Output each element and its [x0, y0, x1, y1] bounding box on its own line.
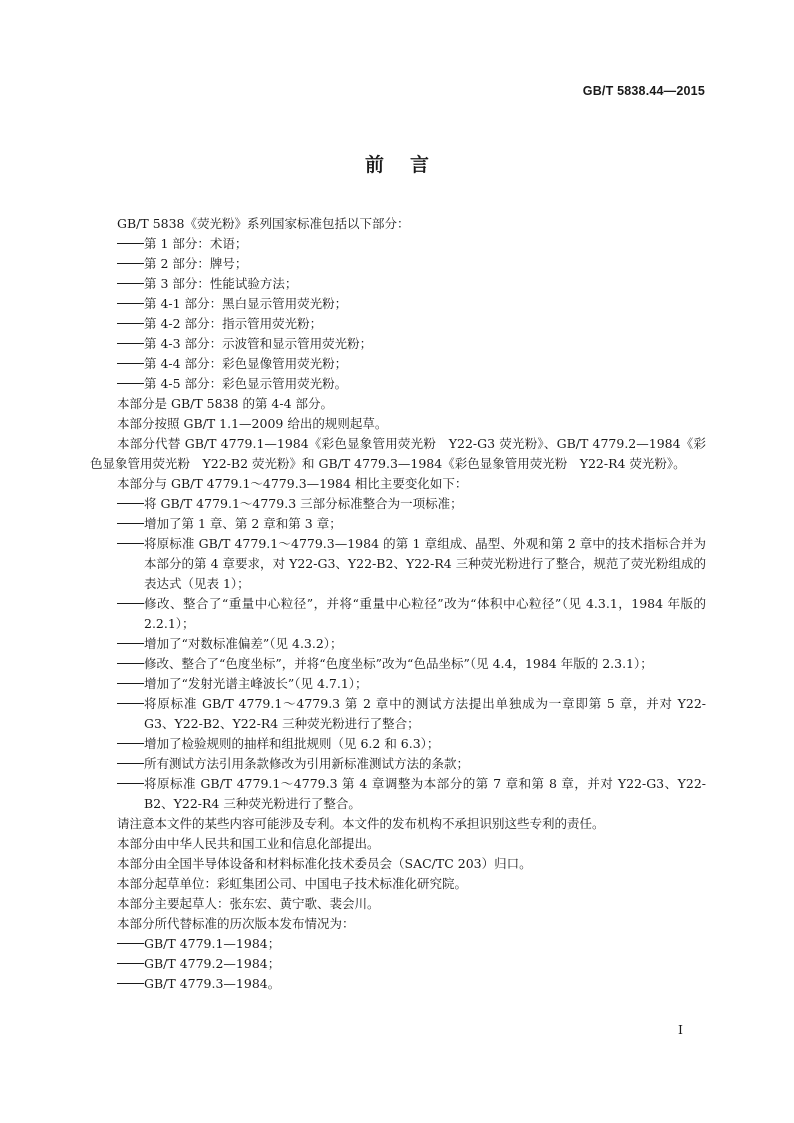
dash-bullet: [117, 983, 144, 984]
dash-bullet: [117, 363, 144, 364]
dash-bullet: [117, 523, 144, 524]
dash-bullet: [117, 763, 144, 764]
list-item-text: 将原标准 GB/T 4779.1～4779.3 第 2 章中的测试方法提出单独成为一章即第 5 章，并对 Y22-G3、Y22-B2、Y22-R4 三种荧光粉进行了整合；: [144, 696, 706, 731]
list-item-text: GB/T 4779.2—1984；: [144, 956, 281, 971]
list-item: [90, 294, 706, 314]
list-item-text: 将 GB/T 4779.1～4779.3 三部分标准整合为一项标准；: [144, 496, 463, 511]
list-item-text: 增加了“对数标准偏差”（见 4.3.2）；: [144, 636, 343, 651]
list-item: [90, 674, 706, 694]
dash-bullet: [117, 963, 144, 964]
list-item: [90, 274, 706, 294]
dash-bullet: [117, 343, 144, 344]
list-item-text: 第 4-3 部分：示波管和显示管用荧光粉；: [144, 336, 373, 351]
list-item-text: 第 4-4 部分：彩色显像管用荧光粉；: [144, 356, 348, 371]
list-item-text: 第 3 部分：性能试验方法；: [144, 276, 298, 291]
paragraph: GB/T 5838《荧光粉》系列国家标准包括以下部分：: [117, 216, 410, 231]
list-item-text: GB/T 4779.3—1984。: [144, 976, 281, 991]
paragraph: 本部分主要起草人：张东宏、黄宁歌、裴会川。: [117, 896, 380, 911]
list-item-text: 第 4-1 部分：黑白显示管用荧光粉；: [144, 296, 348, 311]
paragraph: 本部分起草单位：彩虹集团公司、中国电子技术标准化研究院。: [117, 876, 468, 891]
list-item: [90, 954, 706, 974]
dash-bullet: [117, 743, 144, 744]
paragraph: 本部分是 GB/T 5838 的第 4-4 部分。: [117, 396, 334, 411]
list-item: [90, 774, 706, 814]
list-item: [90, 934, 706, 954]
paragraph: 本部分按照 GB/T 1.1—2009 给出的规则起草。: [117, 416, 388, 431]
dash-bullet: [117, 283, 144, 284]
paragraph: 本部分所代替标准的历次版本发布情况为：: [117, 916, 355, 931]
dash-bullet: [117, 263, 144, 264]
dash-bullet: [117, 243, 144, 244]
list-item-text: 增加了第 1 章、第 2 章和第 3 章；: [144, 516, 342, 531]
list-item: [90, 694, 706, 734]
list-item: [90, 594, 706, 634]
list-item: [90, 734, 706, 754]
dash-bullet: [117, 683, 144, 684]
list-item-text: 第 4-2 部分：指示管用荧光粉；: [144, 316, 323, 331]
list-item: [90, 374, 706, 394]
paragraph: 本部分与 GB/T 4779.1～4779.3—1984 相比主要变化如下：: [117, 476, 468, 491]
page-number: I: [678, 1022, 683, 1037]
foreword-body: [90, 214, 706, 994]
list-item: [90, 534, 706, 594]
list-item: [90, 494, 706, 514]
dash-bullet: [117, 663, 144, 664]
list-item-text: 第 2 部分：牌号；: [144, 256, 248, 271]
paragraph: 本部分由中华人民共和国工业和信息化部提出。: [117, 836, 380, 851]
list-item-text: GB/T 4779.1—1984；: [144, 936, 281, 951]
paragraph: 本部分代替 GB/T 4779.1—1984《彩色显象管用荧光粉 Y22-G3 荧光粉》、GB/T 4779.2—1984《彩色显象管用荧光粉 Y22-B2 荧光粉》和 GB/T 4779.3—1984《彩色显象管用荧光粉 Y22-R4 荧光粉》。: [90, 436, 706, 471]
dash-bullet: [117, 503, 144, 504]
paragraph: 本部分由全国半导体设备和材料标准化技术委员会（SAC/TC 203）归口。: [117, 856, 532, 871]
dash-bullet: [117, 643, 144, 644]
list-item: [90, 334, 706, 354]
list-item: [90, 354, 706, 374]
list-item: [90, 754, 706, 774]
list-item: [90, 234, 706, 254]
list-item-text: 第 4-5 部分：彩色显示管用荧光粉。: [144, 376, 348, 391]
dash-bullet: [117, 323, 144, 324]
list-item-text: 增加了检验规则的抽样和组批规则（见 6.2 和 6.3）；: [144, 736, 440, 751]
list-item-text: 将原标准 GB/T 4779.1～4779.3—1984 的第 1 章组成、晶型、外观和第 2 章中的技术指标合并为本部分的第 4 章要求，对 Y22-G3、Y22-B2、Y22-R4 三种荧光粉进行了整合，规范了荧光粉组成的表达式（见表 1）；: [144, 536, 706, 591]
list-item: [90, 254, 706, 274]
dash-bullet: [117, 943, 144, 944]
standard-code: GB/T 5838.44—2015: [582, 84, 705, 98]
list-item-text: 将原标准 GB/T 4779.1～4779.3 第 4 章调整为本部分的第 7 章和第 8 章，并对 Y22-G3、Y22-B2、Y22-R4 三种荧光粉进行了整合。: [144, 776, 706, 811]
dash-bullet: [117, 603, 144, 604]
list-item: [90, 634, 706, 654]
list-item: [90, 314, 706, 334]
list-item: [90, 974, 706, 994]
list-item-text: 修改、整合了“色度坐标”，并将“色度坐标”改为“色品坐标”（见 4.4，1984 年版的 2.3.1）；: [144, 656, 653, 671]
page-title: 前言: [364, 154, 455, 176]
paragraph: 请注意本文件的某些内容可能涉及专利。本文件的发布机构不承担识别这些专利的责任。: [117, 816, 605, 831]
dash-bullet: [117, 703, 144, 704]
dash-bullet: [117, 303, 144, 304]
list-item: [90, 654, 706, 674]
dash-bullet: [117, 383, 144, 384]
list-item-text: 所有测试方法引用条款修改为引用新标准测试方法的条款；: [144, 756, 470, 771]
list-item-text: 增加了“发射光谱主峰波长”（见 4.7.1）；: [144, 676, 368, 691]
list-item-text: 修改、整合了“重量中心粒径”，并将“重量中心粒径”改为“体积中心粒径”（见 4.3.1，1984 年版的 2.2.1）；: [144, 596, 706, 631]
list-item-text: 第 1 部分：术语；: [144, 236, 248, 251]
dash-bullet: [117, 783, 144, 784]
list-item: [90, 514, 706, 534]
dash-bullet: [117, 543, 144, 544]
